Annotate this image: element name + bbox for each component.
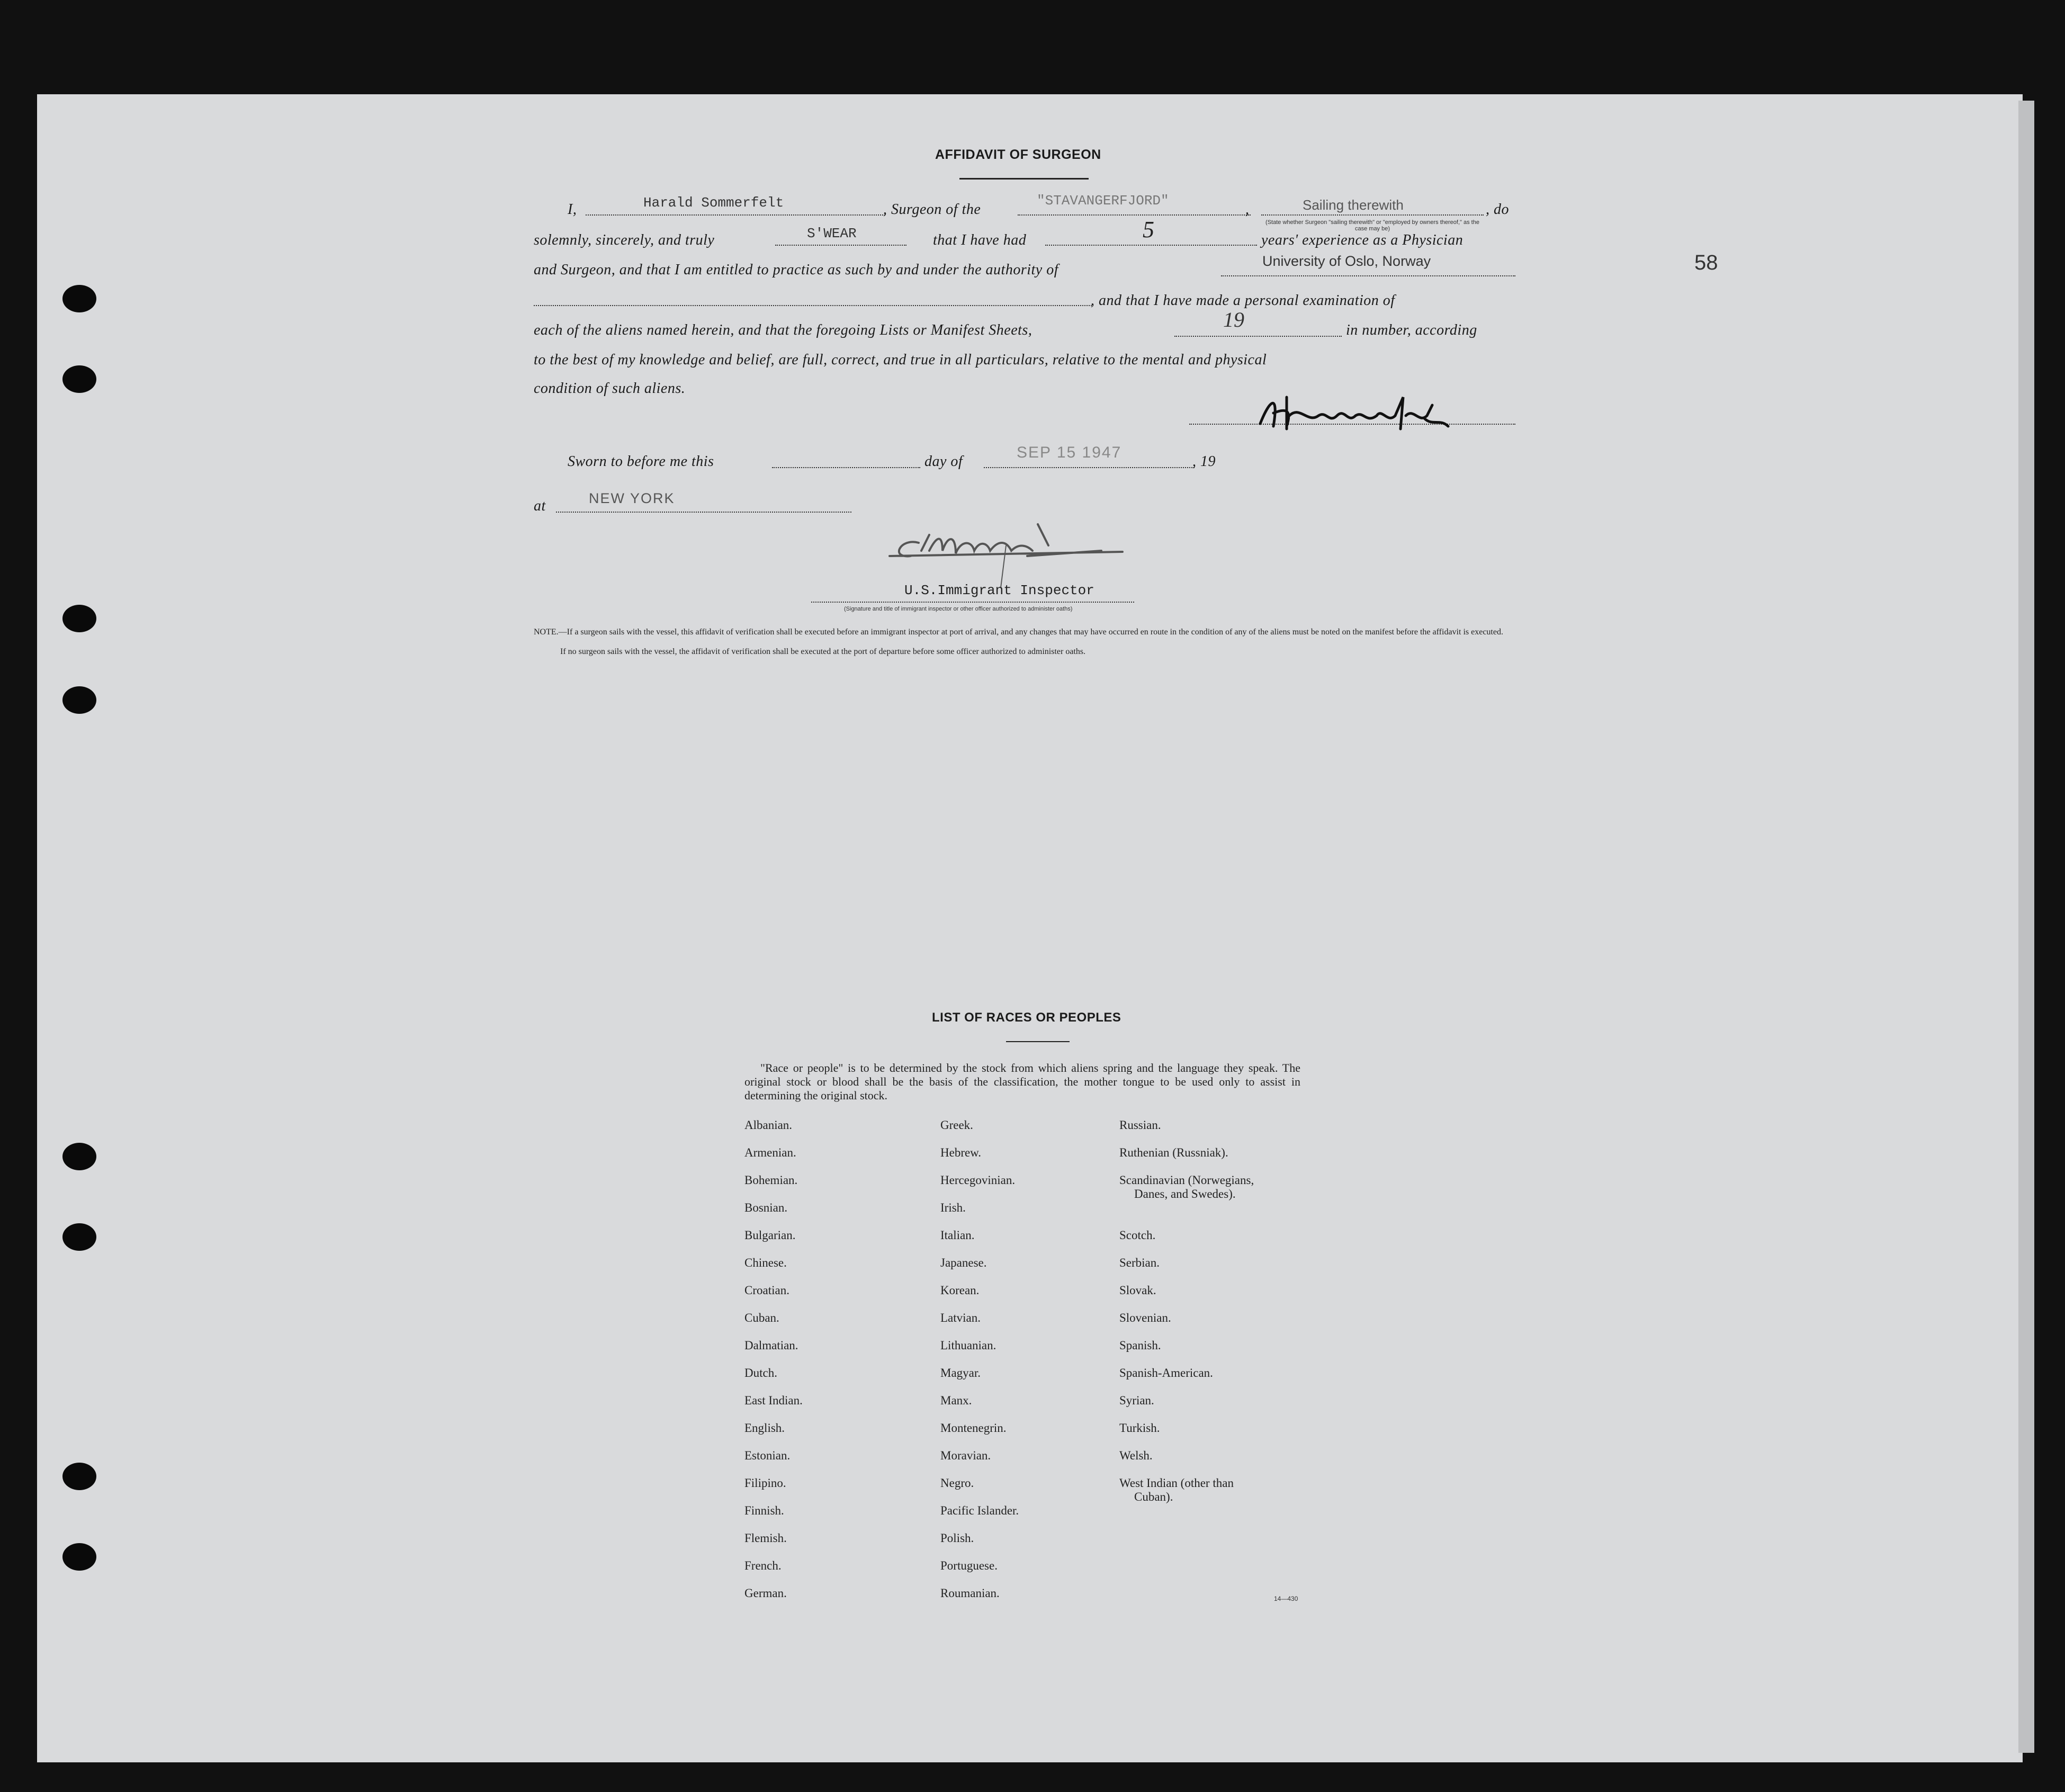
at-place: NEW YORK bbox=[589, 490, 675, 506]
vessel-name: "STAVANGERFJORD" bbox=[1037, 193, 1169, 209]
race-item: Spanish. bbox=[1119, 1339, 1161, 1352]
race-item: Filipino. bbox=[744, 1476, 786, 1490]
affidavit-title: AFFIDAVIT OF SURGEON bbox=[935, 147, 1101, 162]
race-item: Armenian. bbox=[744, 1146, 796, 1159]
sheet-edge bbox=[2018, 101, 2034, 1753]
date-stamp: SEP 15 1947 bbox=[1017, 444, 1122, 461]
vessel-line bbox=[1018, 214, 1251, 216]
line2-suffix: years' experience as a Physician bbox=[1261, 232, 1464, 248]
surgeon-name-line bbox=[586, 214, 885, 216]
races-intro: "Race or people" is to be determined by the stock from which aliens spring and the language they speak. The original stock or blood shall be the basis of the classification, the mother tongue to be used only to assist in determining the original stock. bbox=[744, 1061, 1300, 1102]
status-line bbox=[1261, 214, 1484, 216]
line7: condition of such aliens. bbox=[534, 380, 686, 397]
race-item: Slovenian. bbox=[1119, 1311, 1171, 1324]
race-item: Hebrew. bbox=[940, 1146, 982, 1159]
years-value: 5 bbox=[1143, 217, 1154, 243]
race-item: Flemish. bbox=[744, 1531, 787, 1545]
race-item: Pacific Islander. bbox=[940, 1504, 1019, 1517]
authority-value: University of Oslo, Norway bbox=[1262, 253, 1431, 269]
race-item: Welsh. bbox=[1119, 1449, 1153, 1462]
race-item: Spanish-American. bbox=[1119, 1366, 1213, 1379]
line5-prefix: each of the aliens named herein, and that the foregoing Lists or Manifest Sheets, bbox=[534, 322, 1032, 338]
race-item: French. bbox=[744, 1559, 782, 1572]
race-item: Syrian. bbox=[1119, 1394, 1154, 1407]
race-item: English. bbox=[744, 1421, 785, 1435]
race-item: Montenegrin. bbox=[940, 1421, 1007, 1435]
note-1: NOTE.—If a surgeon sails with the vessel, this affidavit of verification shall be executed before an immigrant inspector at port of arrival, and any changes that may have occurred en route in the condition of any of the aliens must be noted on the manifest before the affidavit is executed. bbox=[534, 628, 1503, 637]
race-item: Polish. bbox=[940, 1531, 974, 1545]
race-item: Italian. bbox=[940, 1229, 975, 1242]
race-item: Korean. bbox=[940, 1284, 980, 1297]
line2-mid: that I have had bbox=[933, 232, 1027, 248]
title-underline bbox=[959, 178, 1089, 180]
sworn-prefix: Sworn to before me this bbox=[568, 453, 714, 470]
race-item: Slovak. bbox=[1119, 1284, 1156, 1297]
binder-hole bbox=[62, 365, 96, 393]
race-item: Bohemian. bbox=[744, 1173, 798, 1187]
inspector-title: U.S.Immigrant Inspector bbox=[904, 583, 1094, 598]
line4-suffix: , and that I have made a personal examination of bbox=[1091, 292, 1395, 309]
binder-hole bbox=[62, 686, 96, 714]
binder-hole bbox=[62, 285, 96, 312]
surgeon-name: Harald Sommerfelt bbox=[643, 195, 784, 211]
race-item: Ruthenian (Russniak). bbox=[1119, 1146, 1228, 1159]
note-2: If no surgeon sails with the vessel, the affidavit of verification shall be executed at the port of departure before some officer authorized to administer oaths. bbox=[560, 647, 1086, 656]
sheets-line bbox=[1174, 336, 1342, 337]
race-item: Magyar. bbox=[940, 1366, 981, 1379]
race-item: Bosnian. bbox=[744, 1201, 788, 1214]
line1-mid: , Surgeon of the bbox=[883, 201, 981, 218]
race-item: Chinese. bbox=[744, 1256, 787, 1269]
race-item: Irish. bbox=[940, 1201, 966, 1214]
race-item: Danes, and Swedes). bbox=[1134, 1187, 1236, 1200]
race-item: Turkish. bbox=[1119, 1421, 1160, 1435]
binder-hole bbox=[62, 605, 96, 632]
at-prefix: at bbox=[534, 498, 546, 514]
race-item: Lithuanian. bbox=[940, 1339, 996, 1352]
binder-hole bbox=[62, 1143, 96, 1170]
race-item: Moravian. bbox=[940, 1449, 991, 1462]
line1-comma: , bbox=[1245, 201, 1250, 218]
race-item: Finnish. bbox=[744, 1504, 784, 1517]
races-col-3 bbox=[1119, 1118, 1310, 1504]
oath-word: S'WEAR bbox=[807, 226, 857, 241]
sworn-date-line bbox=[984, 467, 1195, 468]
race-item: Portuguese. bbox=[940, 1559, 998, 1572]
sworn-day-line bbox=[772, 467, 920, 468]
race-item: Manx. bbox=[940, 1394, 972, 1407]
race-item: Bulgarian. bbox=[744, 1229, 796, 1242]
surgeon-signature bbox=[1250, 387, 1472, 434]
sworn-mid: day of bbox=[924, 453, 963, 470]
oath-line bbox=[775, 245, 906, 246]
binder-hole bbox=[62, 1543, 96, 1571]
race-item: Japanese. bbox=[940, 1256, 987, 1269]
line3-prefix: and Surgeon, and that I am entitled to practice as such by and under the authority of bbox=[534, 262, 1058, 278]
race-item: Cuban. bbox=[744, 1311, 779, 1324]
race-item: West Indian (other than bbox=[1119, 1476, 1234, 1490]
binder-hole bbox=[62, 1463, 96, 1490]
races-title: LIST OF RACES OR PEOPLES bbox=[932, 1010, 1121, 1025]
sheets-value: 19 bbox=[1223, 308, 1244, 331]
races-title-underline bbox=[1006, 1041, 1070, 1042]
inspector-signature-text bbox=[0, 0, 2, 1]
race-item: Scotch. bbox=[1119, 1229, 1156, 1242]
inspector-line bbox=[811, 602, 1134, 603]
sailing-status: Sailing therewith bbox=[1303, 197, 1404, 213]
authority-line bbox=[1221, 275, 1515, 276]
status-hint: (State whether Surgeon "sailing therewith" or "employed by owners thereof," as the case may be) bbox=[1265, 219, 1479, 232]
binder-hole bbox=[62, 1223, 96, 1251]
race-item: Negro. bbox=[940, 1476, 974, 1490]
page-mark: 58 bbox=[1694, 251, 1718, 274]
race-item: Scandinavian (Norwegians, bbox=[1119, 1173, 1254, 1187]
line2-prefix: solemnly, sincerely, and truly bbox=[534, 232, 715, 248]
years-line bbox=[1045, 245, 1257, 246]
race-item: Dalmatian. bbox=[744, 1339, 798, 1352]
form-number: 14—430 bbox=[1274, 1595, 1298, 1602]
race-item: German. bbox=[744, 1587, 787, 1600]
race-item: Albanian. bbox=[744, 1118, 793, 1132]
signature-caption: (Signature and title of immigrant inspector or other officer authorized to administer oaths) bbox=[844, 606, 1073, 612]
races-col-2 bbox=[940, 1118, 1110, 1614]
race-item: East Indian. bbox=[744, 1394, 803, 1407]
line1-suffix: , do bbox=[1486, 201, 1509, 218]
race-item: Dutch. bbox=[744, 1366, 777, 1379]
race-item: Cuban). bbox=[1134, 1490, 1173, 1503]
race-item: Serbian. bbox=[1119, 1256, 1160, 1269]
race-item: Estonian. bbox=[744, 1449, 791, 1462]
authority-line-2 bbox=[534, 305, 1092, 306]
race-item: Roumanian. bbox=[940, 1587, 1000, 1600]
race-item: Russian. bbox=[1119, 1118, 1161, 1132]
line1-prefix: I, bbox=[568, 201, 577, 218]
inspector-signature bbox=[868, 514, 1165, 588]
at-line bbox=[556, 512, 851, 513]
line5-suffix: in number, according bbox=[1346, 322, 1477, 338]
line6: to the best of my knowledge and belief, are full, correct, and true in all particulars, relative to the mental and physical bbox=[534, 352, 1267, 368]
races-col-1 bbox=[744, 1118, 924, 1614]
race-item: Greek. bbox=[940, 1118, 973, 1132]
race-item: Croatian. bbox=[744, 1284, 789, 1297]
race-item: Latvian. bbox=[940, 1311, 981, 1324]
race-item: Hercegovinian. bbox=[940, 1173, 1016, 1187]
sworn-suffix: , 19 bbox=[1192, 453, 1216, 470]
